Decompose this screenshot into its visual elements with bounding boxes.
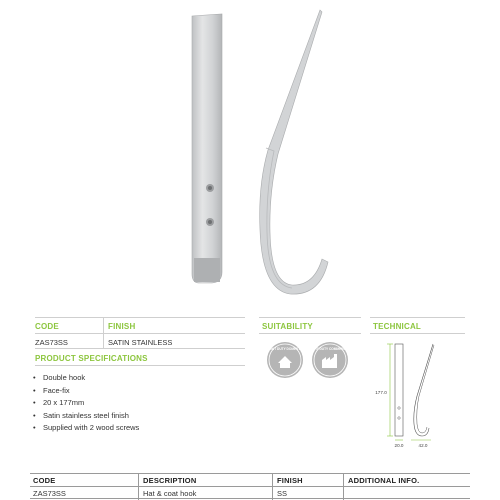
product-finish: SATIN STAINLESS — [108, 338, 173, 347]
table-header-code: CODE — [33, 476, 56, 485]
projection-dimension: 42.0 — [418, 443, 428, 448]
spec-item: • Face-fix — [33, 385, 243, 398]
svg-text:LIGHT DUTY DOMESTIC: LIGHT DUTY DOMESTIC — [266, 347, 304, 351]
specifications-list — [33, 372, 243, 435]
table-row-finish: SS — [277, 489, 288, 498]
suitability-badges — [255, 338, 365, 388]
table-header-additional-info: ADDITIONAL INFO. — [348, 476, 420, 485]
table-header-finish: FINISH — [277, 476, 303, 485]
light-duty-commercial-badge — [309, 342, 351, 378]
product-code: ZAS73SS — [35, 338, 68, 347]
specifications-header: PRODUCT SPECIFICATIONS — [35, 354, 148, 363]
table-row-code: ZAS73SS — [33, 489, 66, 498]
technical-header: TECHNICAL — [373, 322, 422, 331]
code-header: CODE — [35, 322, 59, 331]
light-duty-domestic-badge — [267, 342, 304, 378]
technical-drawing — [365, 336, 465, 456]
hook-side-view — [260, 10, 328, 294]
suitability-header: SUITABILITY — [262, 322, 313, 331]
spec-item: • Supplied with 2 wood screws — [33, 422, 243, 435]
spec-item: • Satin stainless steel finish — [33, 410, 243, 423]
hook-front-view — [192, 14, 222, 283]
product-image — [150, 0, 370, 305]
spec-item: • Double hook — [33, 372, 243, 385]
table-header-description: DESCRIPTION — [143, 476, 197, 485]
finish-header: FINISH — [108, 322, 136, 331]
spec-item: • 20 x 177mm — [33, 397, 243, 410]
width-dimension: 20.0 — [394, 443, 404, 448]
height-dimension: 177.0 — [375, 390, 387, 395]
table-row-description: Hat & coat hook — [143, 489, 197, 498]
svg-text:LIGHT DUTY COMMERCIAL: LIGHT DUTY COMMERCIAL — [309, 347, 351, 351]
